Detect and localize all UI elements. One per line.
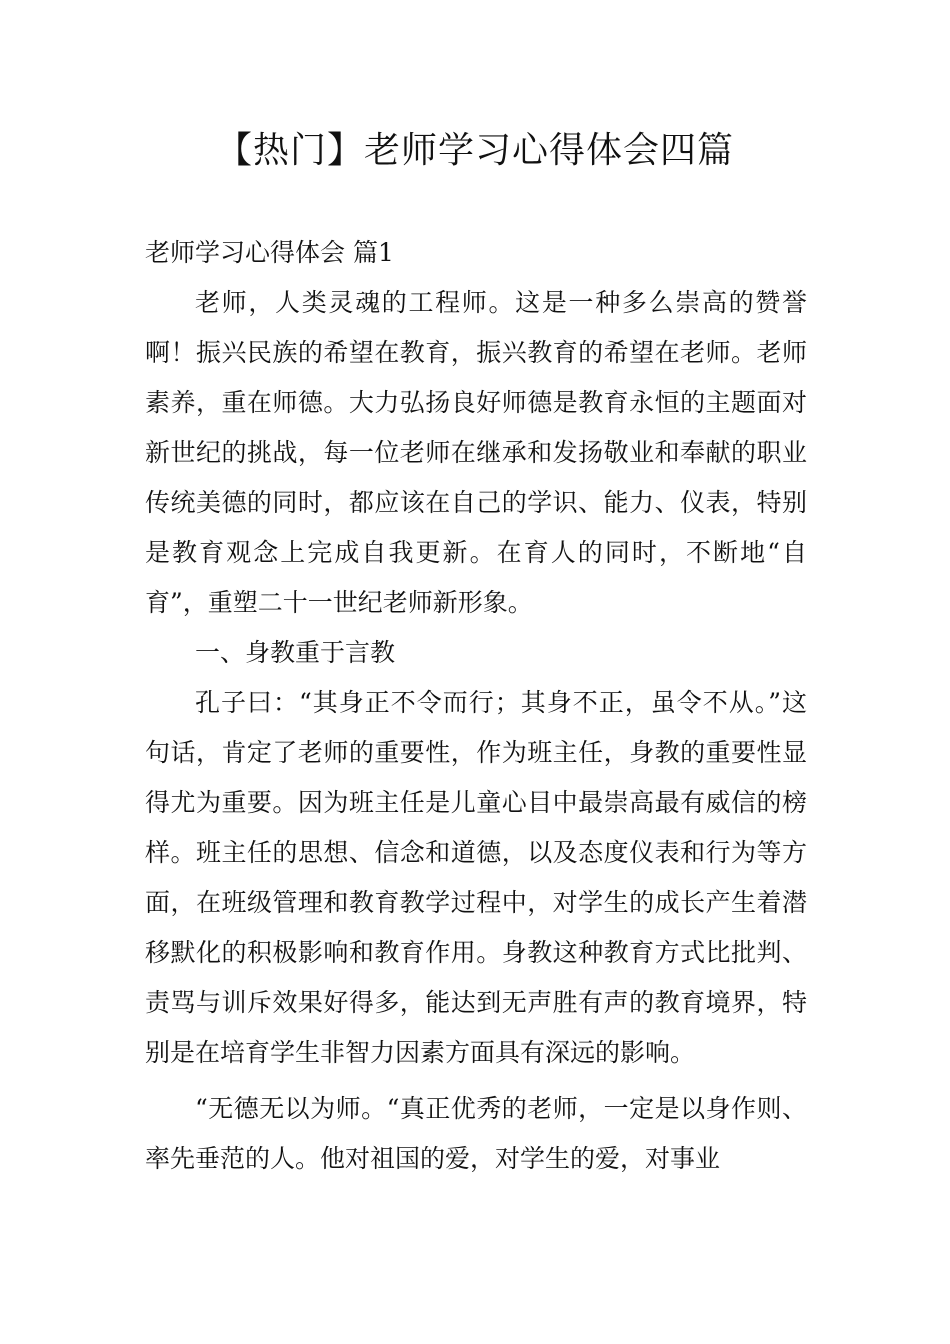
paragraph-heading-one: 一、身教重于言教 [195, 638, 396, 667]
paragraph-confucius: 孔子曰：“其身正不令而行；其身不正，虽令不从。”这句话，肯定了老师的重要性，作为班主任，身教的重要性显得尤为重要。因为班主任是儿童心目中最崇高最有威信的榜样。班主任的思想、信念和道德，以及态度仪表和行为等方面，在班级管理和教育教学过程中，对学生的成长产生着潜移默化的积极影响和教育作用。身教这种教育方式比批判、责骂与训斥效果好得多，能达到无声胜有声的教育境界，特别是在培育学生非智力因素方面具有深远的影响。 [145, 688, 807, 1067]
document-title: 【热门】老师学习心得体会四篇 [215, 130, 734, 171]
paragraph-intro: 老师，人类灵魂的工程师。这是一种多么崇高的赞誉啊！振兴民族的希望在教育，振兴教育的希望在老师。老师素养，重在师德。大力弘扬良好师德是教育永恒的主题面对新世纪的挑战，每一位老师在继承和发扬敬业和奉献的职业传统美德的同时，都应该在自己的学识、能力、仪表，特别是教育观念上完成自我更新。在育人的同时，不断地“自育”，重塑二十一世纪老师新形象。 [145, 288, 807, 617]
section-heading: 老师学习心得体会 篇1 [145, 238, 394, 267]
document-body [145, 228, 807, 1184]
paragraph-morality: “无德无以为师。“真正优秀的老师，一定是以身作则、率先垂范的人。他对祖国的爱，对学生的爱，对事业 [145, 1094, 807, 1173]
